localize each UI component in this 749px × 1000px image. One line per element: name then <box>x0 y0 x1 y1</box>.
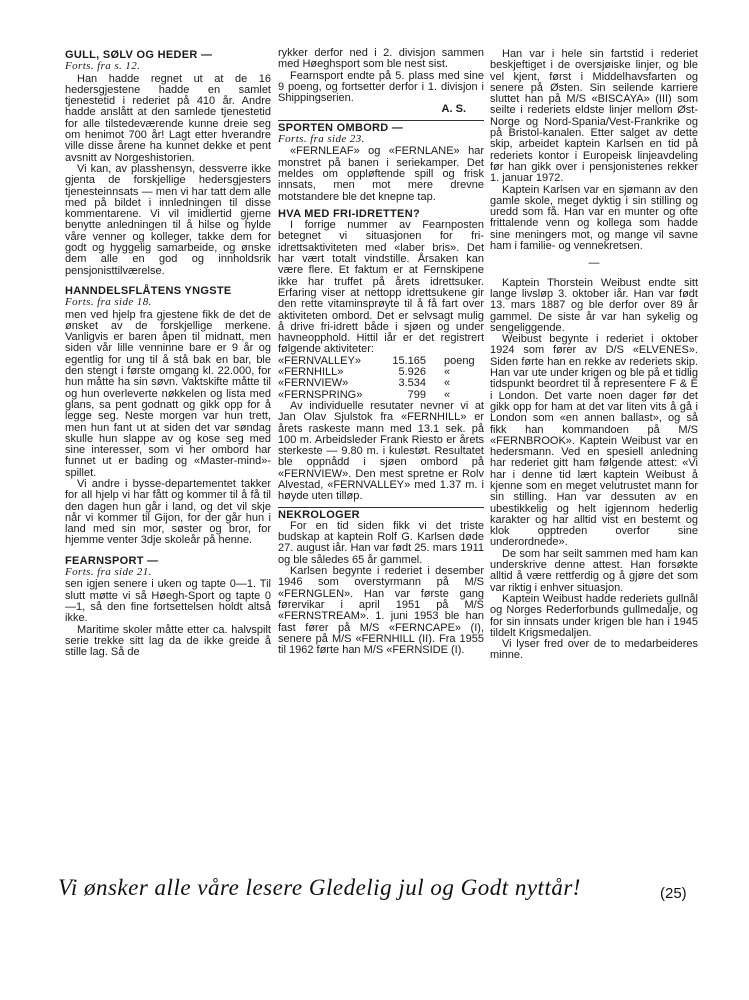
paragraph: Vi andre i bysse-departementet takker for all hjelp vi har fått og kommer til å få til den dagen hun går i land, og det vil skje når vi kommer til Gijon, for der går hun i land med sin mor, søster og bror, for hjemme venter 3dje skoleår på henne. <box>65 477 271 547</box>
section-heading-sporten-ombord: SPORTEN OMBORD — <box>278 121 404 134</box>
paragraph: Kaptein Weibust hadde rederiets gullnål og Norges Rederforbunds gullmedalje, og for sin innsats under krigen ble han i 1945 tildelt Krigsmedaljen. <box>490 592 698 639</box>
paragraph: Han var i hele sin fartstid i rederiet beskjeftiget i de oversjøiske linjer, og ble vel kjent, først i Middelhavsfarten og senere på Østen. Sin seilende karriere sluttet han på M/S «BISCAYA» (III) som seilte i rederiets eldste linjer mellom Øst-Norge og Nord-Spania/Vest-Frankrike og på Bristol-kanalen. Etter salget av dette skip, arbeidet kaptein Karlsen en tid på rederiets kontor i Europeisk linjeavdeling før han gikk over i pensjonistenes rekker 1. januar 1972. <box>490 48 698 185</box>
section-separator: — <box>588 257 600 270</box>
paragraph: For en tid siden fikk vi det triste budskap at kaptein Rolf G. Karlsen døde 27. august iår. Han var født 25. mars 1911 og ble således 65 år gammel. <box>278 519 484 566</box>
activity-scores-table <box>278 356 484 401</box>
page-number: (25) <box>660 885 687 902</box>
column-right <box>490 49 698 662</box>
section-heading-handelsflatens-yngste: HANNDELSFLÅTENS YNGSTE <box>65 284 232 297</box>
paragraph: Vi kan, av plasshensyn, dessverre ikke gjenta de forskjellige hedersgjesters tjenesteinnsats — men vi har tatt dem alle med på bildet i innledningen til disse kommentarene. Vi vil imidlertid gjerne benytte anledningen til å hilse og hylde våre venner og kolleger, takke dem for godt og hyggelig samarbeide, og ønske dem alle en god og innholdsrik pensjonisttilværelse. <box>65 162 271 277</box>
score-unit: « <box>444 377 451 390</box>
column-left <box>65 50 271 658</box>
paragraph: men ved hjelp fra gjestene fikk de det de ønsket av de forskjellige merkene. Vanligvis er baren åpen til midnatt, men siden vår lille venninne bare er 9 år og egentlig for ung til å stå bak en bar, ble den stengt i første omgang kl. 22.000, for hun måtte ha sin søvn. Vaktskifte måtte til og hun overleverte nøkkelen og lista med glans, sa pent godnatt og gikk opp for å legge seg. Neste morgen var hun trett, men hun fant ut at siden det var søndag skulle hun slappe av og kose seg med sine interesser, som vi her ombord har funnet ut er bading og «Master-mind»-spillet. <box>65 308 271 479</box>
paragraph: I forrige nummer av Fearnposten betegnet vi situasjonen for fri-idrettsaktiviteten med «laber bris». Det har vært totalt vindstille. Årsaken kan være flere. Et faktum er at Fernskipene ikke har truffet på årets idrettsuker. Erfaring viser at nettopp idrettsukene gir den rette vitaminsprøyte til å få fart over aktiviteten ombord. Det er selvsagt mulig å drive fri-idrett både i sjøen og under havneopphold. Hittil iår er det registrert følgende aktiviteter: <box>278 219 484 356</box>
divider <box>278 507 484 508</box>
paragraph: Maritime skoler måtte etter ca. halvspilt serie trekke sitt lag da de ikke greide å stille lag. Så de <box>65 623 271 659</box>
section-heading-fearnsport: FEARNSPORT — <box>65 554 159 567</box>
divider <box>278 120 484 121</box>
score-value: 799 <box>407 388 426 401</box>
section-heading-gull-solv-heder: GULL, SØLV OG HEDER — <box>65 49 213 61</box>
paragraph: «FERNLEAF» og «FERNLANE» har monstret på banen i seriekamper. Det meldes om oppløftende spill og frisk innsats, men mot mere drevne motstandere ble det knepne tap. <box>278 145 484 203</box>
paragraph: sen igjen senere i uken og tapte 0—1. Til slutt møtte vi så Høegh-Sport og tapte 0—1, så den fine fortsettelsen holdt altså ikke. <box>65 578 271 625</box>
paragraph: Fearnsport endte på 5. plass med sine 9 poeng, og fortsetter derfor i 1. divisjon i Shippingserien. <box>278 69 484 105</box>
score-unit: poeng <box>444 354 475 367</box>
paragraph: Kaptein Thorstein Weibust endte sitt lange livsløp 3. oktober iår. Han var født 13. mars 1887 og ble derfor over 89 år gammel. De siste år var han sykelig og sengeliggende. <box>490 276 698 334</box>
holiday-greeting: Vi ønsker alle våre lesere Gledelig jul og Godt nyttår! <box>58 875 581 900</box>
score-value: 5.926 <box>398 366 426 379</box>
paragraph: rykker derfor ned i 2. divisjon sammen med Høeghsport som ble nest sist. <box>278 47 484 71</box>
score-unit: « <box>444 366 451 379</box>
continuation-note: Forts. fra side 21. <box>65 566 152 579</box>
paragraph: Kaptein Karlsen var en sjømann av den gamle skole, meget dyktig i sin stilling og uredd som få. Han var en munter og ofte frittalende venn og kollega som hadde sine meningers mot, og mange vil savne ham i familie- og vennekretsen. <box>490 183 698 253</box>
paragraph: Av individuelle resutater nevner vi at Jan Olav Sjulstok fra «FERNHILL» er årets raskeste mann med 13.1 sek. på 100 m. Arbeidsleder Frank Riesto er årets sterkeste — 9.80 m. i kulestøt. Resultatet ble oppnådd i sjøen ombord på «FERNVIEW». Den mest spretne er Rolv Alvestad, «FERNVALLEY» med 1.37 m. i høyde uten tilløp. <box>278 399 484 503</box>
ship-name: «FERNVIEW» <box>278 377 349 390</box>
section-heading-fri-idretten: HVA MED FRI-IDRETTEN? <box>278 207 420 220</box>
paragraph: Vi lyser fred over de to medarbeideres minne. <box>490 638 698 662</box>
table-row <box>278 378 484 389</box>
ship-name: «FERNSPRING» <box>278 388 363 401</box>
paragraph: Karlsen begynte i rederiet i desember 1946 som overstyrmann på M/S «FERNGLEN». Han var første gang førervikar i april 1951 på M/S «FERNSTREAM». 1. juni 1953 ble han fast fører på M/S «FERNCAPE» (I), senere på M/S «FERNHILL (II). Fra 1955 til 1962 førte han M/S «FERNSIDE (I). <box>278 565 484 657</box>
ship-name: «FERNVALLEY» <box>278 354 361 367</box>
score-value: 3.534 <box>398 377 426 390</box>
continuation-note: Forts. fra side 23. <box>278 133 365 146</box>
paragraph: Han hadde regnet ut at de 16 hedersgjestene hadde en samlet tjenestetid i rederiet på 410 år. Andre hadde anslått at den samlede tjenestetid for alle tilstedeværende kunne dreie seg om henimot 700 år! Lagt etter hverandre ville disse årene ha kunnet dekke et pent avsnitt av Norgeshistorien. <box>65 72 271 164</box>
ship-name: «FERNHILL» <box>278 366 344 379</box>
paragraph: De som har seilt sammen med ham kan underskrive denne attest. Han forsøkte alltid å være rettferdig og å gjøre det som var riktig i enhver situasjon. <box>490 547 698 594</box>
score-value: 15.165 <box>392 354 426 367</box>
paragraph: Weibust begynte i rederiet i oktober 1924 som fører av D/S «ELVENES». Siden førte han en rekke av rederiets skip. Han var ute under krigen og ble på et tidlig tidspunkt beordret til å representere F & E i London. Det varte noen dager før det gikk opp for ham at det var liten vits å gå i London som «en annen ballast», og så fikk han kommandoen på M/S «FERNBROOK». Kaptein Weibust var en hedersmann. Ved en spesiell anledning har rederiet gitt ham følgende attest: «Vi har i denne tid lært kaptein Weibust å kjenne som en meget velutrustet mann for sin stilling. Han var dessuten av en ubestikkelig og helt igjennom hederlig karakter og har alltid vist en bestemt og klok opptreden overfor sine underordnede». <box>490 333 698 549</box>
signature: A. S. <box>441 103 466 116</box>
continuation-note: Forts. fra side 18. <box>65 296 152 309</box>
section-heading-nekrologer: NEKROLOGER <box>278 508 360 521</box>
column-middle <box>278 48 484 656</box>
score-unit: « <box>444 388 451 401</box>
continuation-note: Forts. fra s. 12. <box>65 60 141 73</box>
